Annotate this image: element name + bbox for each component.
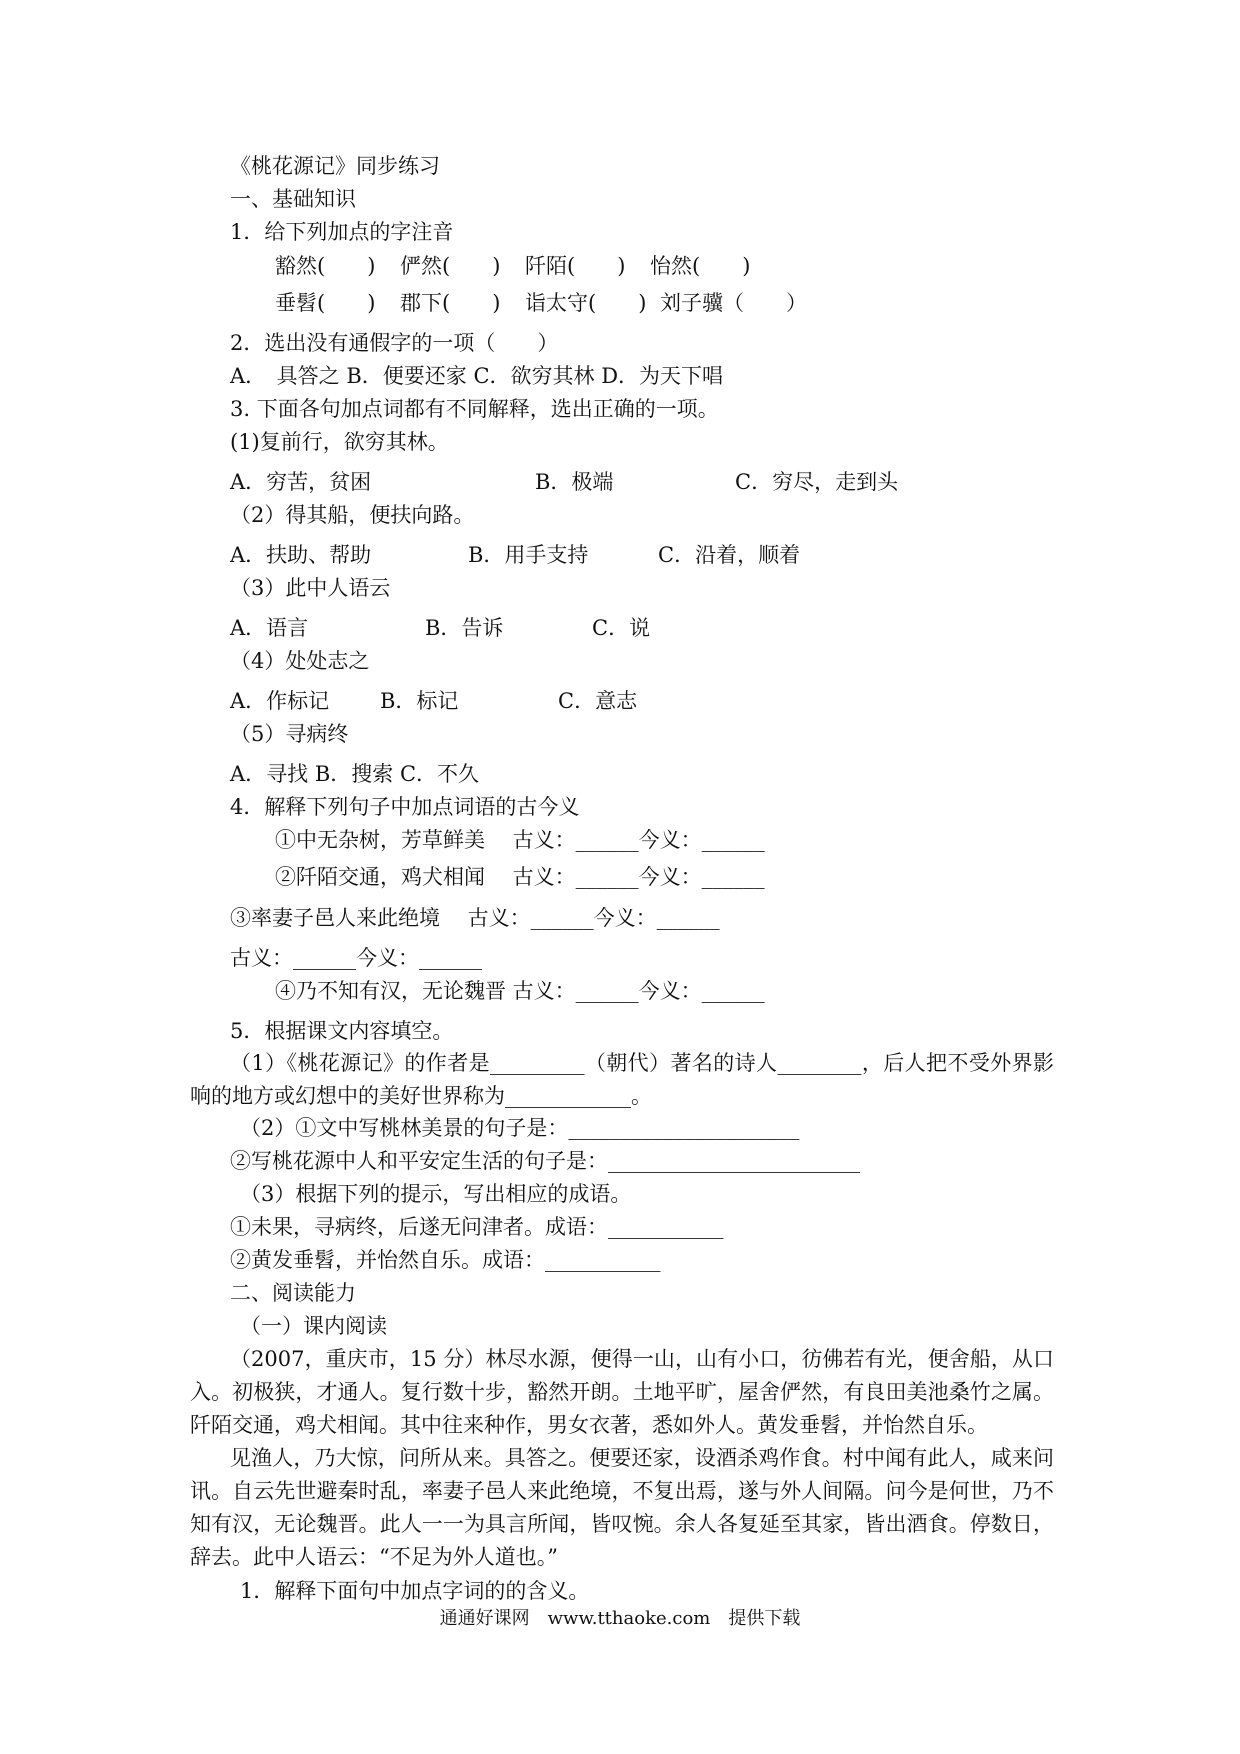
reading-passage-paragraph: 见渔人，乃大惊，问所从来。具答之。便要还家，设酒杀鸡作食。村中闻有此人，咸来问讯。自云先世避秦时乱，率妻子邑人来此绝境，不复出焉，遂与外人间隔。问今是何世，乃不知有汉，无论魏晋。此人一一为具言所闻，皆叹惋。余人各复延至其家，皆出酒食。停数日，辞去。此中人语云：“不足为外人道也。” bbox=[190, 1446, 1054, 1569]
q5-paragraph: （1）《桃花源记》的作者是_________（朝代）著名的诗人________，后人把不受外界影响的地方或幻想中的美好世界称为____________。 bbox=[190, 1051, 1054, 1108]
q1-item: 怡然( ) bbox=[650, 254, 751, 278]
q1-item: 俨然( ) bbox=[400, 254, 501, 278]
q2-options: A． 具答之 B．便要还家 C．欲穷其林 D．为天下唱 bbox=[230, 364, 724, 388]
q3-option: A．扶助、帮助 bbox=[230, 543, 372, 567]
page-footer: 通通好课网 www.tthaoke.com 提供下载 bbox=[439, 1608, 801, 1629]
q1-item: 诣太守( ) bbox=[525, 291, 647, 315]
q4-line: ①中无杂树，芳草鲜美 古义：______今义：______ bbox=[275, 828, 765, 852]
q4-line: ④乃不知有汉，无论魏晋 古义：______今义：______ bbox=[275, 979, 765, 1003]
q3-option: A．语言 bbox=[230, 616, 309, 640]
reading-subheading: （一）课内阅读 bbox=[240, 1314, 387, 1338]
q3-option: B．极端 bbox=[535, 470, 614, 494]
q3-option: B．用手支持 bbox=[468, 543, 589, 567]
reading-passage-paragraph: （2007，重庆市，15 分）林尽水源，便得一山，山有小口，彷佛若有光，便舍船，从口入。初极狭，才通人。复行数十步，豁然开朗。土地平旷，屋舍俨然，有良田美池桑竹之属。阡陌交通，鸡犬相闻。其中往来种作，男女衣著，悉如外人。黄发垂髫，并怡然自乐。 bbox=[190, 1347, 1054, 1437]
q5-paragraph: ②黄发垂髫，并怡然自乐。成语：___________ bbox=[230, 1248, 661, 1272]
q3-sentence: （2）得其船，便扶向路。 bbox=[230, 503, 475, 527]
q4-line: ②阡陌交通，鸡犬相闻 古义：______今义：______ bbox=[275, 865, 765, 889]
q1-item: 刘子骥（ ） bbox=[660, 291, 807, 315]
q3-sentence: (1)复前行，欲穷其林。 bbox=[230, 430, 449, 454]
q3-option: A．寻找 B．搜索 C．不久 bbox=[230, 762, 480, 786]
q1-stem: 1．给下列加点的字注音 bbox=[230, 220, 454, 244]
reading-question: 1．解释下面句中加点字词的的含义。 bbox=[240, 1579, 590, 1603]
q3-sentence: （5）寻病终 bbox=[230, 722, 349, 746]
q5-paragraph: ①未果，寻病终，后遂无问津者。成语：___________ bbox=[230, 1215, 724, 1239]
q3-stem: 3. 下面各句加点词都有不同解释，选出正确的一项。 bbox=[230, 397, 719, 421]
q3-sentence: （3）此中人语云 bbox=[230, 576, 391, 600]
q3-option: C．说 bbox=[592, 616, 651, 640]
q5-stem: 5．根据课文内容填空。 bbox=[230, 1019, 454, 1043]
q4-stem: 4．解释下列句子中加点词语的古今义 bbox=[230, 795, 580, 819]
q1-item: 郡下( ) bbox=[400, 291, 501, 315]
q1-item: 阡陌( ) bbox=[525, 254, 626, 278]
section-heading-basics: 一、基础知识 bbox=[230, 187, 356, 211]
q3-option: C．意志 bbox=[558, 689, 638, 713]
q5-paragraph: （3）根据下列的提示，写出相应的成语。 bbox=[240, 1182, 632, 1206]
q4-line: 古义：______今义：______ bbox=[230, 946, 482, 970]
q4-line: ③率妻子邑人来此绝境 古义：______今义：______ bbox=[230, 906, 720, 930]
q3-sentence: （4）处处志之 bbox=[230, 649, 370, 673]
q3-option: C．沿着，顺着 bbox=[658, 543, 801, 567]
q3-option: A．穷苦，贫困 bbox=[230, 470, 372, 494]
q3-option: B．标记 bbox=[380, 689, 459, 713]
q3-option: B．告诉 bbox=[425, 616, 504, 640]
q5-paragraph: （2）①文中写桃林美景的句子是：______________________ bbox=[240, 1116, 800, 1140]
page-title: 《桃花源记》同步练习 bbox=[230, 154, 440, 178]
q3-option: A．作标记 bbox=[230, 689, 330, 713]
q2-stem: 2．选出没有通假字的一项（ ） bbox=[230, 331, 559, 355]
q1-item: 垂髫( ) bbox=[275, 291, 376, 315]
q5-paragraph: ②写桃花源中人和平安定生活的句子是：________________________ bbox=[230, 1149, 860, 1173]
q1-item: 豁然( ) bbox=[275, 254, 376, 278]
q3-option: C．穷尽，走到头 bbox=[735, 470, 899, 494]
section-heading-reading: 二、阅读能力 bbox=[230, 1281, 356, 1305]
